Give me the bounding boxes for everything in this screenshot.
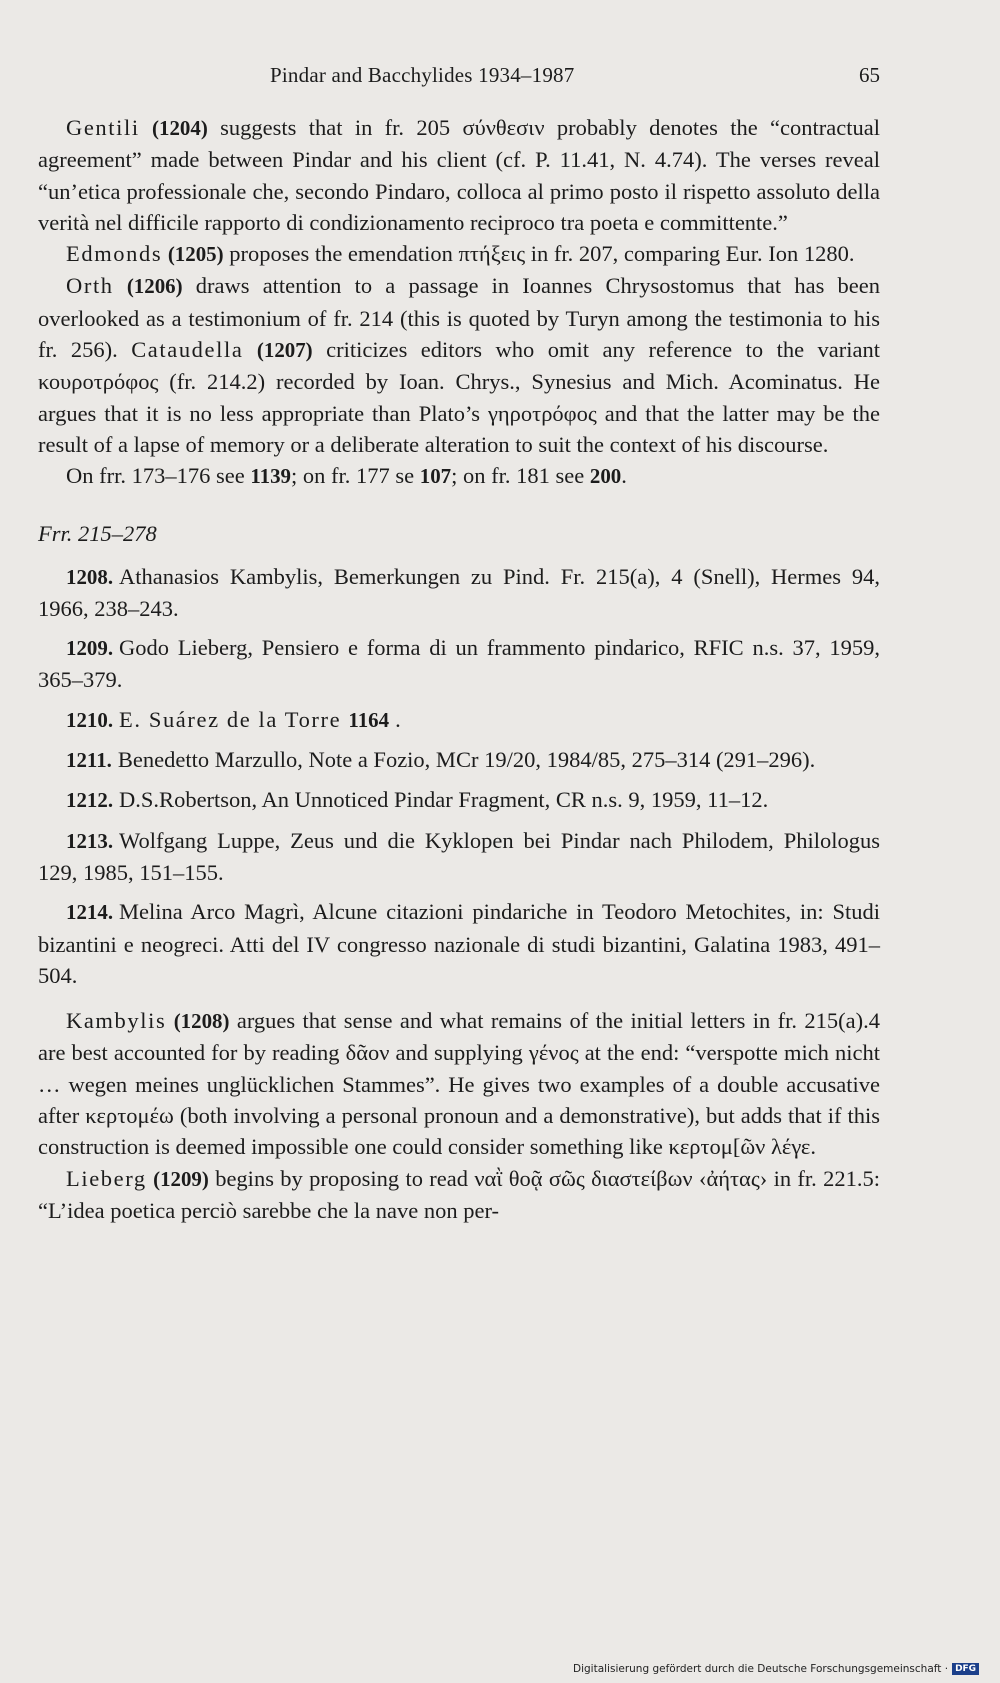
author-name: Cataudella xyxy=(131,337,244,363)
paragraph-text: argues that sense and what remains of the initial letters in fr. 215(a).4 are best accounted for by reading δᾶον and supplying γένος at the end: “verspotte mich nicht … wegen meines unglücklichen Stammes”. He gives two examples of a double accusative after κερτομέω (both involving a personal pronoun and a demonstrative), but adds that if this construction is deemed impossible one could consider something like κερτομ[ῶν λέγε. xyxy=(38,1008,881,1160)
paragraph-lieberg xyxy=(38,1163,880,1227)
section-heading: Frr. 215–278 xyxy=(38,520,157,546)
entry-number: 1213. xyxy=(66,828,114,853)
body-text-top xyxy=(38,112,880,493)
bibliography-entry xyxy=(38,784,880,816)
digitization-footer xyxy=(573,1663,979,1675)
cross-reference: 1164 xyxy=(348,707,390,732)
entry-number: 1211. xyxy=(66,748,112,773)
reference-number: (1205) xyxy=(167,242,224,267)
paragraph-text: suggests that in fr. 205 σύνθεσιν probably denotes the “contractual agreement” made between Pindar and his client (cf. P. 11.41, N. 4.74). The verses reveal “un’etica professionale che, secondo Pindaro, colloca al primo posto il rispetto assoluto della verità nel difficile rapporto di condizionamento reciproco tra poeta e committente.” xyxy=(38,115,880,235)
paragraph-kambylis xyxy=(38,1005,880,1162)
entry-number: 1208. xyxy=(66,564,114,589)
page-number: 65 xyxy=(859,63,880,87)
author-name: Gentili xyxy=(66,115,140,140)
book-page xyxy=(38,50,880,1590)
reference-number: (1206) xyxy=(126,274,183,299)
bibliography-entry xyxy=(38,632,880,696)
entry-text: D.S.Robertson, An Unnoticed Pindar Fragment, CR n.s. 9, 1959, 11–12. xyxy=(119,787,769,813)
cross-reference: 107 xyxy=(419,464,452,489)
entry-number: 1214. xyxy=(66,900,114,925)
entry-text: E. Suárez de la Torre xyxy=(119,706,349,732)
paragraph-text: begins by proposing to read ναῒ θοᾷ σῶς διαστείβων ‹ἀήτας› in fr. 221.5: “L’idea poetica perciò sarebbe che la nave non per- xyxy=(38,1165,880,1223)
author-name: Edmonds xyxy=(66,241,163,267)
paragraph-text: draws attention to a passage in Ioannes Chrysostomus that has been overlooked as a testimonium of fr. 214 (this is quoted by Turyn among the testimonia to his fr. 256). xyxy=(38,273,880,363)
entry-text: Athanasios Kambylis, Bemerkungen zu Pind. Fr. 215(a), 4 (Snell), Hermes 94, 1966, 238–243. xyxy=(38,563,880,621)
author-name: Orth xyxy=(66,273,114,299)
paragraph-text: criticizes editors who omit any reference to the variant κουροτρόφος (fr. 214.2) recorded by Ioan. Chrys., Synesius and Mich. Acominatus. He argues that it is no less appropriate than Plato’s γηροτρόφος and that the latter may be the result of a lapse of memory or a deliberate alteration to suit the context of his discourse. xyxy=(38,337,881,457)
bibliography-entry xyxy=(38,744,880,776)
paragraph-orth xyxy=(38,270,880,460)
entry-text: Godo Lieberg, Pensiero e forma di un frammento pindarico, RFIC n.s. 37, 1959, 365–379. xyxy=(38,635,880,693)
footer-text: Digitalisierung gefördert durch die Deutsche Forschungsgemeinschaft · xyxy=(573,1663,949,1675)
paragraph-text: proposes the emendation πτήξεις in fr. 207, comparing Eur. Ion 1280. xyxy=(223,241,855,267)
bibliography-entry xyxy=(38,825,880,889)
author-name: Lieberg xyxy=(66,1165,147,1191)
bibliography-entry: 1210. E. Suárez de la Torre 1164 . xyxy=(66,706,401,732)
bibliography-entry xyxy=(38,896,880,991)
entry-number: 1212. xyxy=(66,788,114,813)
author-name: Kambylis xyxy=(66,1008,167,1034)
reference-number: (1204) xyxy=(152,116,208,140)
paragraph-gentili xyxy=(38,112,880,238)
running-title: Pindar and Bacchylides 1934–1987 xyxy=(270,63,575,87)
reference-number: (1208) xyxy=(173,1009,230,1034)
dfg-logo: DFG xyxy=(952,1663,979,1675)
body-text-bottom xyxy=(38,1005,880,1226)
cross-reference: 200 xyxy=(589,464,622,489)
cross-reference: 1139 xyxy=(250,464,292,489)
paragraph-cross-references: On frr. 173–176 see 1139; on fr. 177 se 107; on fr. 181 see 200. xyxy=(66,463,627,489)
reference-number: (1209) xyxy=(153,1166,209,1191)
bibliography-entry xyxy=(38,561,880,625)
entry-text: Benedetto Marzullo, Note a Fozio, MCr 19/20, 1984/85, 275–314 (291–296). xyxy=(117,747,816,773)
paragraph-edmonds xyxy=(38,238,880,270)
bibliography-list xyxy=(38,561,880,992)
running-head xyxy=(38,50,880,90)
entry-text: Melina Arco Magrì, Alcune citazioni pindariche in Teodoro Metochites, in: Studi bizantini e neogreci. Atti del IV congresso nazionale di studi bizantini, Galatina 1983, 491–504. xyxy=(38,899,880,988)
entry-text: Wolfgang Luppe, Zeus und die Kyklopen bei Pindar nach Philodem, Philologus 129, 1985, 151–155. xyxy=(38,827,880,885)
reference-number: (1207) xyxy=(256,338,313,363)
entry-number: 1210. xyxy=(66,707,114,732)
entry-number: 1209. xyxy=(66,636,114,661)
